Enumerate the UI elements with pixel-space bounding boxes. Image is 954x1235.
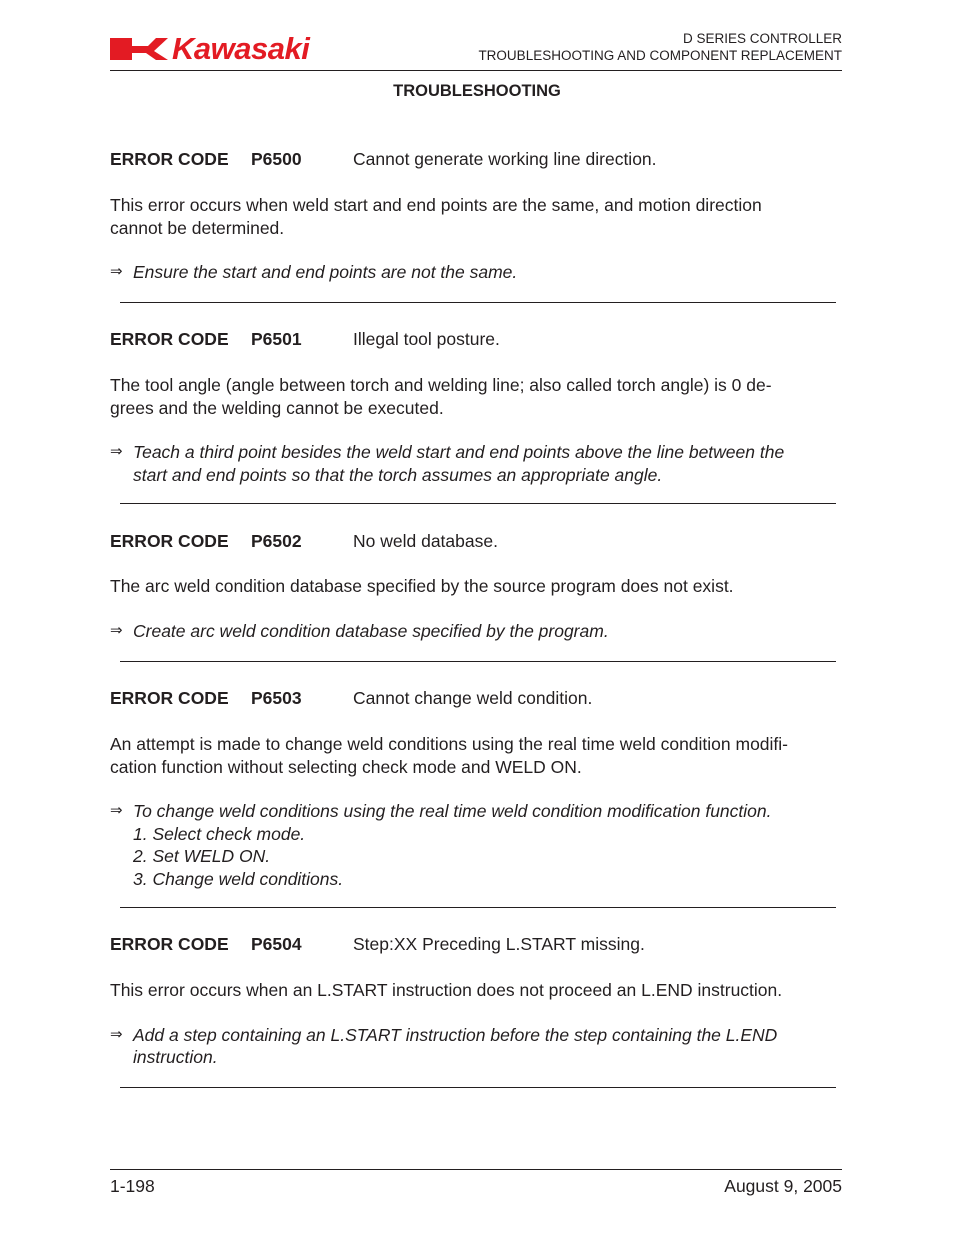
remedy bbox=[110, 441, 840, 486]
remedy-line: instruction. bbox=[133, 1047, 218, 1067]
error-code-label: ERROR CODE bbox=[110, 531, 229, 551]
remedy-line: To change weld conditions using the real time weld condition modification function. bbox=[133, 801, 772, 821]
implies-arrow-icon: ⇒ bbox=[110, 443, 123, 460]
implies-arrow-icon: ⇒ bbox=[110, 263, 123, 280]
remedy-line: Create arc weld condition database specified by the program. bbox=[133, 620, 609, 641]
error-code-number: P6501 bbox=[251, 329, 302, 349]
section-title: TROUBLESHOOTING bbox=[393, 82, 561, 100]
step-item: 3. Change weld conditions. bbox=[133, 868, 344, 889]
entry-separator bbox=[120, 503, 836, 504]
step-item: 1. Select check mode. bbox=[133, 823, 306, 844]
remedy-line: Add a step containing an L.START instruction before the step containing the L.END bbox=[133, 1024, 778, 1045]
error-entry bbox=[110, 688, 840, 890]
remedy bbox=[110, 261, 840, 284]
remedy-line: Ensure the start and end points are not the same. bbox=[133, 262, 518, 282]
error-description-line: This error occurs when an L.START instruction does not proceed an L.END instruction. bbox=[110, 980, 783, 1000]
remedy-line: Teach a third point besides the weld start and end points above the line between the bbox=[133, 442, 785, 462]
error-message: Step:XX Preceding L.START missing. bbox=[353, 934, 645, 954]
implies-arrow-icon: ⇒ bbox=[110, 802, 123, 819]
error-code-line bbox=[110, 531, 840, 553]
remedy bbox=[110, 800, 840, 823]
error-code-line bbox=[110, 149, 840, 171]
logo-text: Kawasaki bbox=[172, 32, 310, 64]
error-code-line bbox=[110, 934, 840, 956]
publication-date: August 9, 2005 bbox=[724, 1176, 842, 1196]
error-code-number: P6504 bbox=[251, 934, 302, 954]
footer-divider bbox=[110, 1169, 842, 1170]
error-entry bbox=[110, 329, 840, 486]
header-divider bbox=[110, 70, 842, 71]
remedy-line: start and end points so that the torch assumes an appropriate angle. bbox=[133, 464, 663, 485]
page-header bbox=[110, 28, 842, 70]
error-code-number: P6500 bbox=[251, 149, 302, 169]
error-description-line: cannot be determined. bbox=[110, 217, 285, 238]
implies-arrow-icon: ⇒ bbox=[110, 1025, 123, 1043]
error-code-label: ERROR CODE bbox=[110, 934, 229, 954]
error-description-line: The tool angle (angle between torch and welding line; also called torch angle) is 0 de- bbox=[110, 375, 772, 395]
header-line-2: TROUBLESHOOTING AND COMPONENT REPLACEMENT bbox=[478, 48, 842, 63]
header-line-1: D SERIES CONTROLLER bbox=[682, 31, 842, 46]
error-entry bbox=[110, 531, 840, 642]
error-description-line: cation function without selecting check mode and WELD ON. bbox=[110, 756, 582, 777]
error-message: No weld database. bbox=[353, 531, 498, 551]
error-code-label: ERROR CODE bbox=[110, 149, 229, 169]
error-code-number: P6503 bbox=[251, 688, 302, 708]
error-code-label: ERROR CODE bbox=[110, 329, 229, 349]
error-message: Illegal tool posture. bbox=[353, 329, 500, 349]
error-description-line: grees and the welding cannot be executed. bbox=[110, 397, 444, 418]
remedy bbox=[110, 620, 840, 643]
remedy bbox=[110, 1024, 840, 1069]
error-message: Cannot change weld condition. bbox=[353, 688, 593, 708]
entry-separator bbox=[120, 661, 836, 662]
error-entry bbox=[110, 149, 840, 284]
error-message: Cannot generate working line direction. bbox=[353, 149, 657, 169]
error-description-line: An attempt is made to change weld conditions using the real time weld condition modifi- bbox=[110, 734, 789, 754]
error-code-line bbox=[110, 688, 840, 710]
entry-separator bbox=[120, 907, 836, 908]
kawasaki-logo bbox=[110, 32, 388, 64]
error-code-number: P6502 bbox=[251, 531, 302, 551]
error-entry bbox=[110, 934, 840, 1069]
entry-separator bbox=[120, 1087, 836, 1088]
page-number: 1-198 bbox=[110, 1176, 155, 1196]
step-item: 2. Set WELD ON. bbox=[133, 846, 271, 866]
entry-separator bbox=[120, 302, 836, 303]
error-description-line: The arc weld condition database specified by the source program does not exist. bbox=[110, 576, 734, 596]
error-code-line bbox=[110, 329, 840, 351]
error-description-line: This error occurs when weld start and end points are the same, and motion direction bbox=[110, 195, 762, 215]
implies-arrow-icon: ⇒ bbox=[110, 621, 123, 639]
error-code-label: ERROR CODE bbox=[110, 688, 229, 708]
